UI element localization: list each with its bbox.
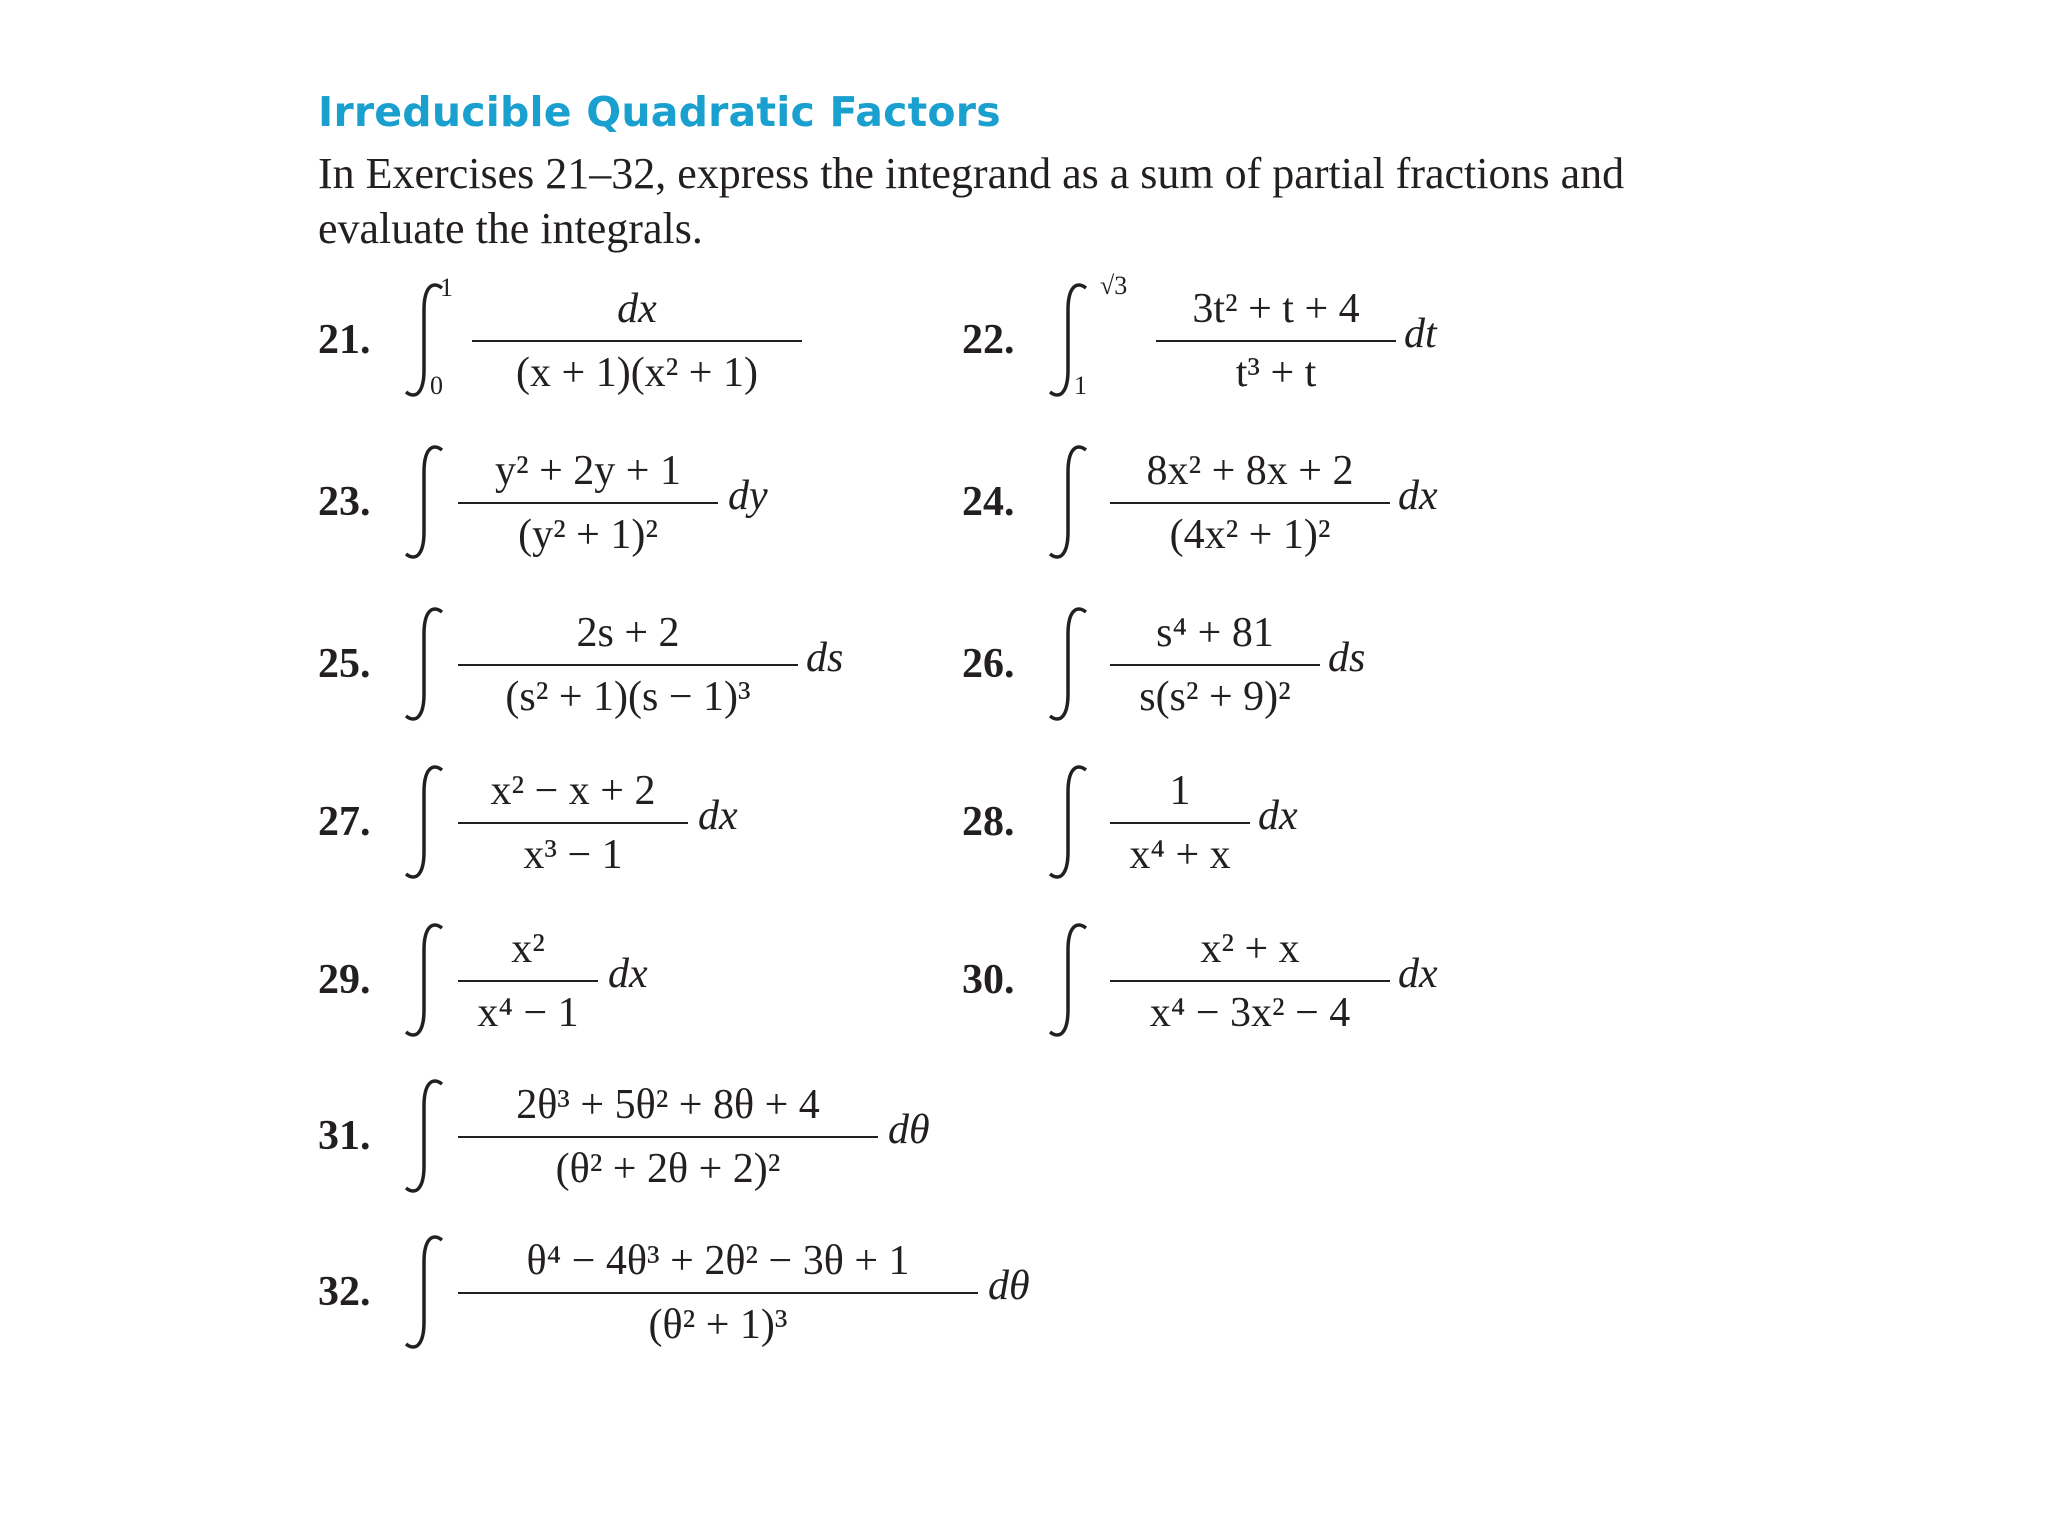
differential: dy [728,473,768,519]
exercise-number: 22. [962,317,1015,363]
exercise-number: 32. [318,1269,371,1315]
integral-sign [402,1076,452,1196]
section-title: Irreducible Quadratic Factors [318,88,1001,136]
numerator: x² − x + 2 [490,768,656,814]
integral-sign [1046,442,1096,562]
differential: dx [608,951,648,997]
numerator: 8x² + 8x + 2 [1146,448,1354,494]
fraction [458,752,688,892]
exercise-25 [318,594,878,734]
numerator: 3t² + t + 4 [1192,286,1360,332]
fraction-bar [1156,340,1396,342]
differential: dx [1398,473,1438,519]
fraction [458,432,718,572]
denominator: (y² + 1)² [518,512,658,558]
exercise-29 [318,910,838,1050]
fraction [1110,594,1320,734]
fraction [458,910,598,1050]
differential: dt [1404,311,1437,357]
numerator: 2θ³ + 5θ² + 8θ + 4 [516,1082,820,1128]
fraction [1156,270,1396,410]
fraction-bar [458,502,718,504]
numerator: dx [617,286,657,332]
fraction [472,270,802,410]
instructions: In Exercises 21–32, express the integrand as a sum of partial fractions and evaluate the integrals. [318,149,1625,253]
differential: dθ [888,1107,930,1153]
integral-sign [1046,762,1096,882]
exercise-number: 28. [962,799,1015,845]
differential: ds [806,635,844,681]
exercise-30 [962,910,1482,1050]
integral-sign [402,920,452,1040]
exercise-24 [962,432,1482,572]
denominator: x³ − 1 [523,832,623,878]
integral-sign [1046,280,1096,400]
denominator: x⁴ + x [1129,832,1231,878]
differential: dθ [988,1263,1030,1309]
integral-sign [402,604,452,724]
fraction-bar [1110,822,1250,824]
integral-sign [1046,604,1096,724]
differential: dx [1398,951,1438,997]
denominator: (θ² + 1)³ [648,1302,788,1348]
exercise-number: 25. [318,641,371,687]
denominator: t³ + t [1235,350,1317,396]
exercise-22 [962,270,1482,410]
numerator: x² + x [1200,926,1300,972]
fraction-bar [1110,502,1390,504]
exercise-number: 21. [318,317,371,363]
fraction [1110,752,1250,892]
fraction [458,1066,878,1206]
numerator: x² [511,926,545,972]
exercise-number: 24. [962,479,1015,525]
fraction-bar [1110,980,1390,982]
fraction [1110,910,1390,1050]
integral-sign [402,1232,452,1352]
differential: dx [698,793,738,839]
denominator: (s² + 1)(s − 1)³ [505,674,751,720]
exercise-27 [318,752,838,892]
denominator: x⁴ − 3x² − 4 [1149,990,1351,1036]
numerator: 2s + 2 [576,610,680,656]
integral-sign [402,442,452,562]
denominator: (x + 1)(x² + 1) [516,350,758,396]
fraction [458,1222,978,1362]
lower-limit: 0 [430,371,443,400]
integral-sign [1046,920,1096,1040]
fraction-bar [458,1136,878,1138]
numerator: θ⁴ − 4θ³ + 2θ² − 3θ + 1 [526,1238,910,1284]
fraction [458,594,798,734]
exercise-number: 26. [962,641,1015,687]
differential: dx [1258,793,1298,839]
fraction-bar [458,664,798,666]
upper-limit: 1 [440,273,453,302]
numerator: 1 [1169,768,1191,814]
exercise-23 [318,432,838,572]
differential: ds [1328,635,1366,681]
exercise-21 [318,270,878,410]
denominator: s(s² + 9)² [1139,674,1291,720]
denominator: (4x² + 1)² [1169,512,1331,558]
exercise-28 [962,752,1482,892]
fraction-bar [472,340,802,342]
exercise-32 [318,1222,1078,1362]
exercise-number: 31. [318,1113,371,1159]
fraction-bar [1110,664,1320,666]
denominator: (θ² + 2θ + 2)² [555,1146,781,1192]
exercise-number: 30. [962,957,1015,1003]
exercise-number: 23. [318,479,371,525]
lower-limit: 1 [1074,371,1087,400]
exercise-number: 27. [318,799,371,845]
fraction-bar [458,1292,978,1294]
exercise-31 [318,1066,958,1206]
fraction-bar [458,822,688,824]
numerator: y² + 2y + 1 [495,448,681,494]
numerator: s⁴ + 81 [1156,610,1274,656]
integral-sign [402,762,452,882]
denominator: x⁴ − 1 [477,990,579,1036]
fraction [1110,432,1390,572]
upper-limit: √3 [1100,271,1128,300]
fraction-bar [458,980,598,982]
exercise-26 [962,594,1482,734]
exercise-number: 29. [318,957,371,1003]
